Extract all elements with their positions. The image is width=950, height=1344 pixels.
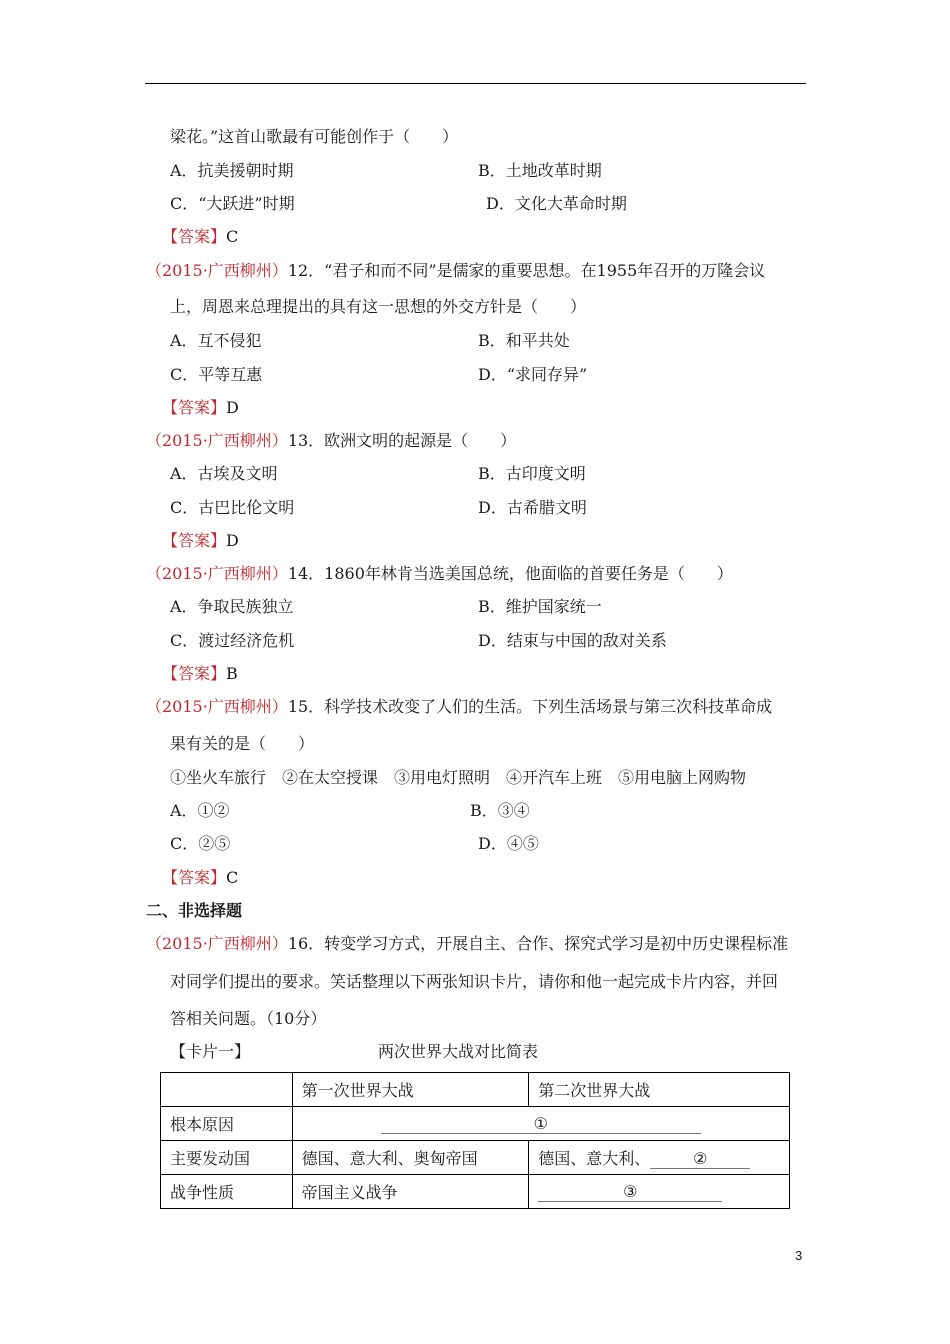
q12-option-c: C．平等互惠 xyxy=(170,365,263,384)
answer-label: 【答案】 xyxy=(162,227,227,246)
header-rule xyxy=(145,83,806,84)
q14-answer xyxy=(162,664,238,684)
answer-label: 【答案】 xyxy=(162,531,227,550)
table-header-row xyxy=(161,1073,790,1107)
q11-answer xyxy=(162,227,238,247)
row-label: 根本原因 xyxy=(161,1107,293,1141)
fill-cell xyxy=(529,1175,790,1209)
q11-option-d: D．文化大革命时期 xyxy=(486,194,627,213)
q15-items: ①坐火车旅行 ②在太空授课 ③用电灯照明 ④开汽车上班 ⑤用电脑上网购物 xyxy=(170,768,747,787)
q14-option-a: A．争取民族独立 xyxy=(170,597,294,616)
card-label: 【卡片一】 xyxy=(170,1042,251,1061)
q14-text: 14．1860年林肯当选美国总统，他面临的首要任务是（ ） xyxy=(287,564,733,583)
table-row xyxy=(161,1175,790,1209)
answer-value: C xyxy=(226,868,239,887)
q16-stem-line3: 答相关问题。（10分） xyxy=(170,1009,327,1028)
comparison-table xyxy=(160,1072,790,1209)
q14-option-c: C．渡过经济危机 xyxy=(170,631,295,650)
q11-option-b: B．土地改革时期 xyxy=(478,161,602,180)
q16-stem-line1 xyxy=(146,934,788,954)
answer-label: 【答案】 xyxy=(162,664,227,683)
table-header-cell: 第一次世界大战 xyxy=(292,1073,529,1107)
q13-option-d: D．古希腊文明 xyxy=(478,498,587,517)
q15-stem-line1 xyxy=(146,697,772,717)
fill-cell xyxy=(529,1141,790,1175)
q11-option-c: C．“大跃进”时期 xyxy=(170,194,295,213)
row-label: 战争性质 xyxy=(161,1175,293,1209)
table-header-cell xyxy=(161,1073,293,1107)
q16-text: 16．转变学习方式，开展自主、合作、探究式学习是初中历史课程标准 xyxy=(287,934,789,953)
table-cell: 帝国主义战争 xyxy=(292,1175,529,1209)
q15-option-a: A．①② xyxy=(170,801,230,820)
q14-option-d: D．结束与中国的敌对关系 xyxy=(478,631,667,650)
answer-value: D xyxy=(226,531,239,550)
blank-1: ① xyxy=(381,1115,701,1134)
q15-text: 15．科学技术改变了人们的生活。下列生活场景与第三次科技革命成 xyxy=(287,697,773,716)
table-row xyxy=(161,1107,790,1141)
question-source: （2015·广西柳州） xyxy=(146,697,288,716)
fill-cell xyxy=(292,1107,789,1141)
q12-stem-line2: 上，周恩来总理提出的具有这一思想的外交方针是（ ） xyxy=(170,297,587,316)
q13-stem-line1 xyxy=(146,431,516,451)
q13-option-a: A．古埃及文明 xyxy=(170,464,278,483)
q13-option-c: C．古巴比伦文明 xyxy=(170,498,295,517)
page-number: 3 xyxy=(795,1248,803,1263)
q16-stem-line2: 对同学们提出的要求。笑话整理以下两张知识卡片，请你和他一起完成卡片内容，并回 xyxy=(170,972,779,991)
question-source: （2015·广西柳州） xyxy=(146,261,288,280)
q15-stem-line2: 果有关的是（ ） xyxy=(170,734,315,753)
q12-answer xyxy=(162,398,239,418)
q12-option-d: D．“求同存异” xyxy=(478,365,588,384)
q15-option-c: C．②⑤ xyxy=(170,834,231,853)
q15-option-d: D．④⑤ xyxy=(478,834,539,853)
q14-option-b: B．维护国家统一 xyxy=(478,597,602,616)
table-header-cell: 第二次世界大战 xyxy=(529,1073,790,1107)
q11-stem-tail: 梁花。”这首山歌最有可能创作于（ ） xyxy=(170,127,459,146)
answer-label: 【答案】 xyxy=(162,868,227,887)
q12-option-a: A．互不侵犯 xyxy=(170,331,262,350)
q11-option-a: A．抗美援朝时期 xyxy=(170,161,294,180)
q15-option-b: B．③④ xyxy=(470,801,530,820)
question-source: （2015·广西柳州） xyxy=(146,934,288,953)
q13-text: 13．欧洲文明的起源是（ ） xyxy=(287,431,517,450)
q12-text: 12．“君子和而不同”是儒家的重要思想。在1955年召开的万隆会议 xyxy=(287,261,766,280)
table-row xyxy=(161,1141,790,1175)
answer-value: B xyxy=(226,664,238,683)
cell-prefix: 德国、意大利、 xyxy=(538,1149,651,1168)
q13-option-b: B．古印度文明 xyxy=(478,464,586,483)
answer-value: C xyxy=(226,227,239,246)
q15-answer xyxy=(162,868,238,888)
blank-3: ③ xyxy=(538,1183,722,1202)
section-heading: 二、非选择题 xyxy=(146,901,243,920)
q14-stem-line1 xyxy=(146,564,733,584)
card-title: 两次世界大战对比简表 xyxy=(378,1042,539,1061)
question-source: （2015·广西柳州） xyxy=(146,431,288,450)
q13-answer xyxy=(162,531,239,551)
table-cell: 德国、意大利、奥匈帝国 xyxy=(292,1141,529,1175)
q12-option-b: B．和平共处 xyxy=(478,331,570,350)
answer-value: D xyxy=(226,398,239,417)
question-source: （2015·广西柳州） xyxy=(146,564,288,583)
q12-stem-line1 xyxy=(146,261,765,281)
blank-2: ② xyxy=(650,1150,750,1169)
answer-label: 【答案】 xyxy=(162,398,227,417)
row-label: 主要发动国 xyxy=(161,1141,293,1175)
